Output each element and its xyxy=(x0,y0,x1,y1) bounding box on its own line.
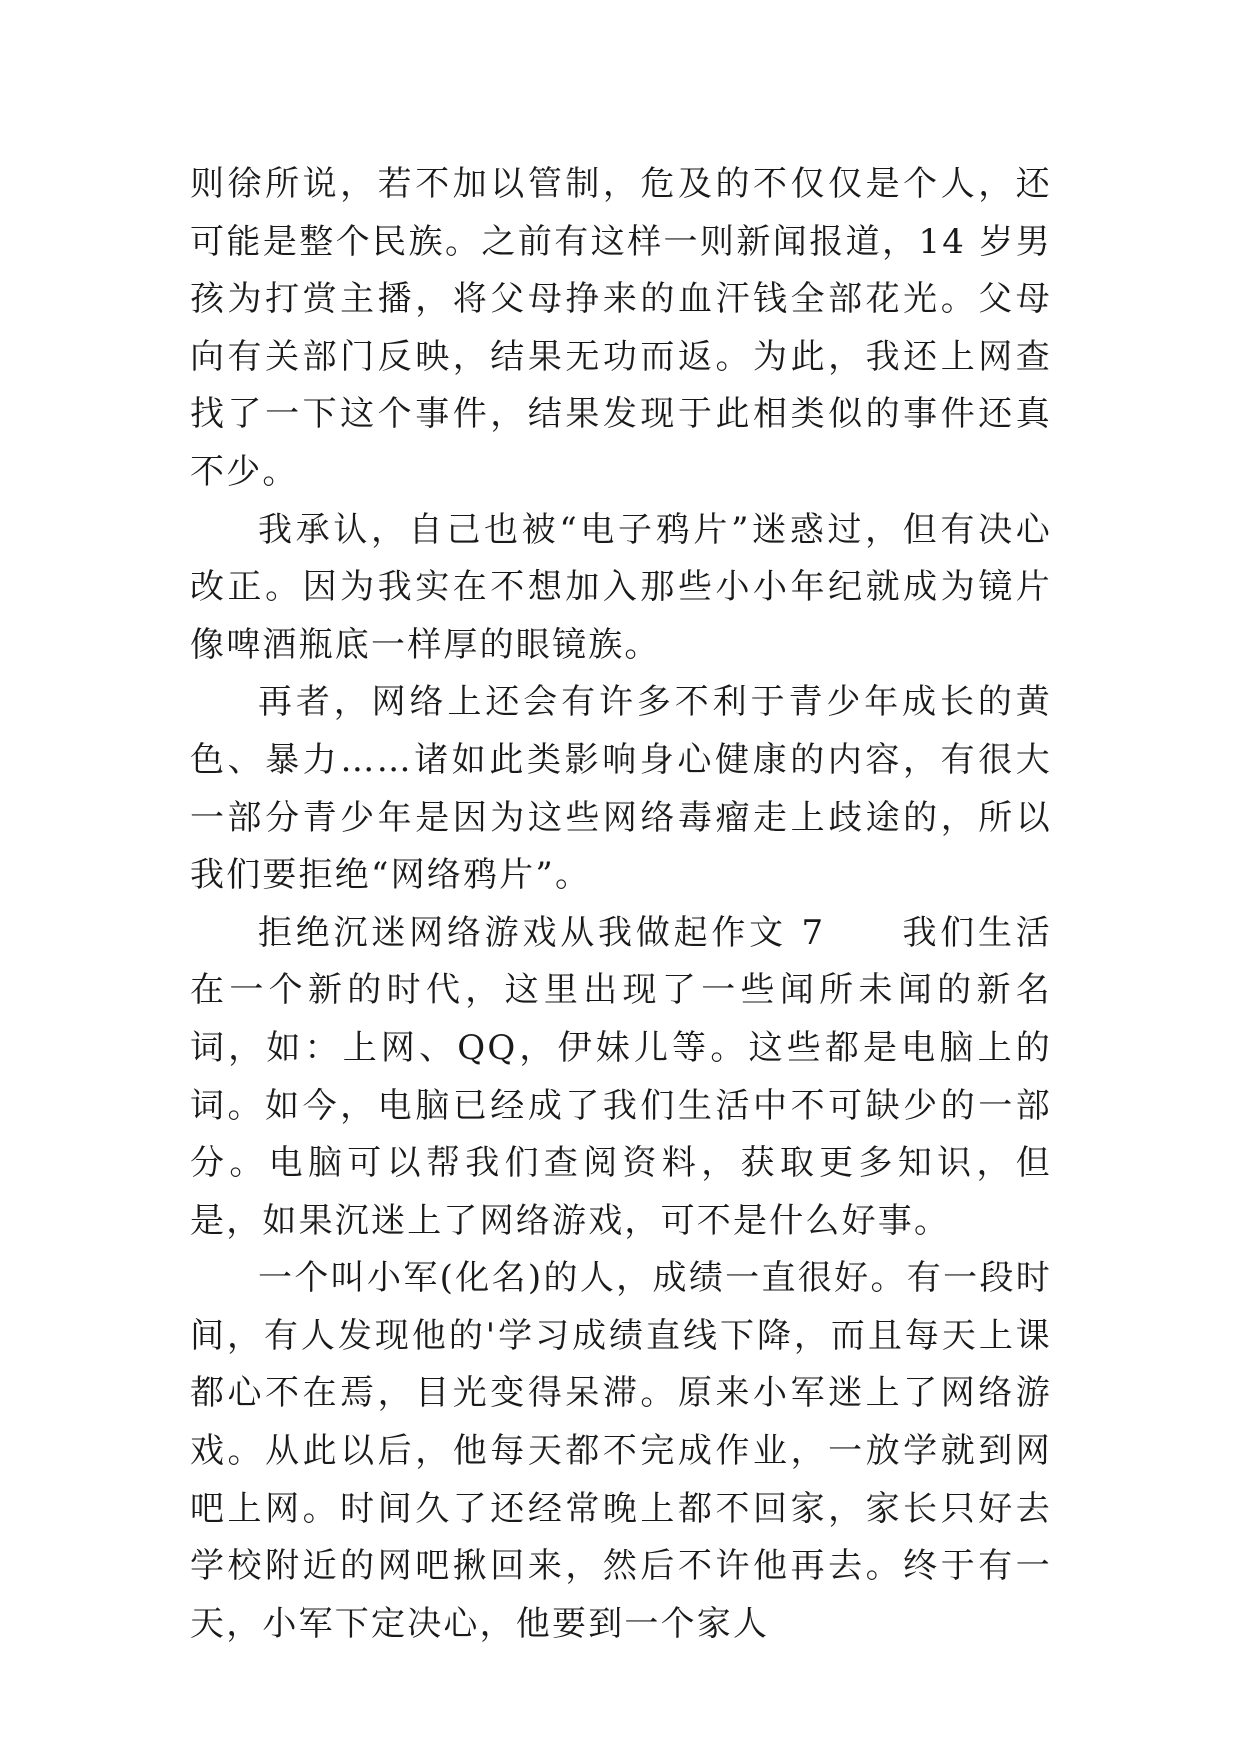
paragraph-5: 一个叫小军(化名)的人，成绩一直很好。有一段时间，有人发现他的'学习成绩直线下降，而且每天上课都心不在焉，目光变得呆滞。原来小军迷上了网络游戏。从此以后，他每天都不完成作业，一放学就到网吧上网。时间久了还经常晚上都不回家，家长只好去学校附近的网吧揪回来，然后不许他再去。终于有一天，小军下定决心，他要到一个家人 xyxy=(190,1258,1052,1644)
paragraph-1: 则徐所说，若不加以管制，危及的不仅仅是个人，还可能是整个民族。之前有这样一则新闻报道，14 岁男孩为打赏主播，将父母挣来的血汗钱全部花光。父母向有关部门反映，结果无功而返。为此，我还上网查找了一下这个事件，结果发现于此相类似的事件还真不少。 xyxy=(190,164,1052,492)
paragraph-3: 再者，网络上还会有许多不利于青少年成长的黄色、暴力……诸如此类影响身心健康的内容，有很大一部分青少年是因为这些网络毒瘤走上歧途的，所以我们要拒绝“网络鸦片”。 xyxy=(190,682,1052,896)
paragraph-4: 拒绝沉迷网络游戏从我做起作文 7 我们生活在一个新的时代，这里出现了一些闻所未闻的新名词，如：上网、QQ，伊妹儿等。这些都是电脑上的词。如今，电脑已经成了我们生活中不可缺少的一部分。电脑可以帮我们查阅资料，获取更多知识，但是，如果沉迷上了网络游戏，可不是什么好事。 xyxy=(190,912,1052,1241)
article-body xyxy=(190,156,1052,1653)
paragraph-2: 我承认，自己也被“电子鸦片”迷惑过，但有决心改正。因为我实在不想加入那些小小年纪就成为镜片像啤酒瓶底一样厚的眼镜族。 xyxy=(190,509,1052,665)
